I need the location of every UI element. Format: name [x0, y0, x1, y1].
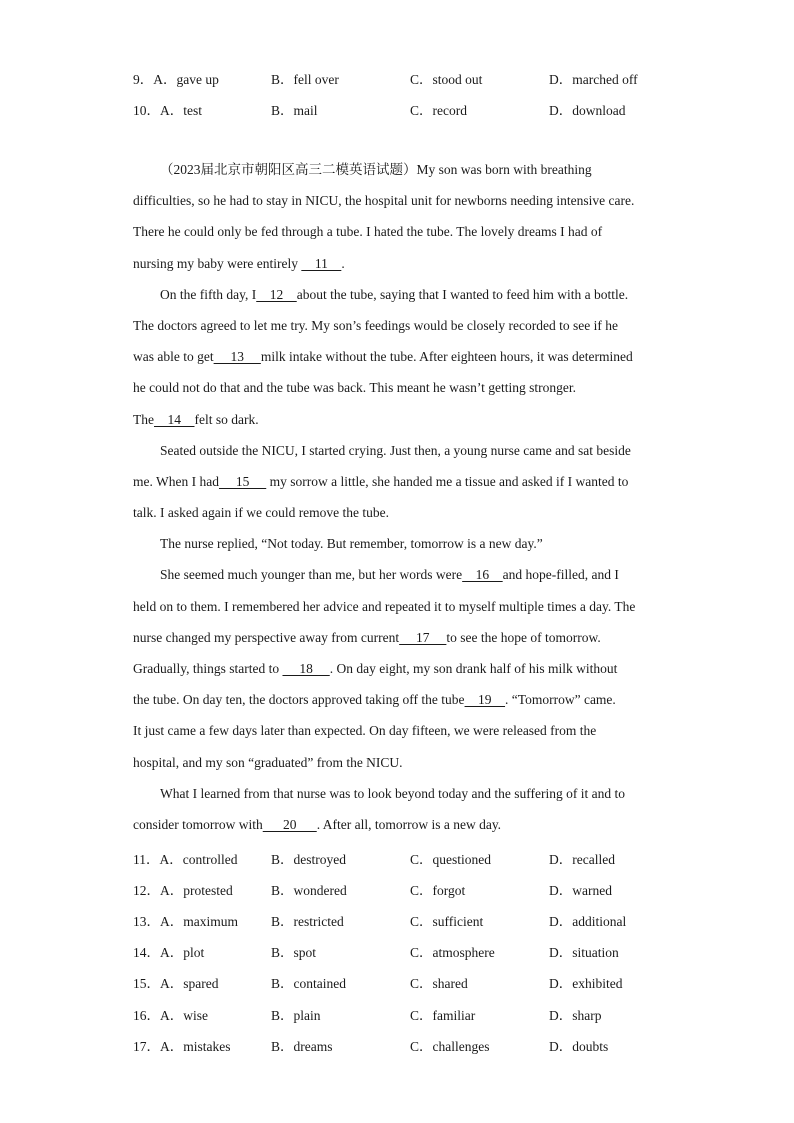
- passage-line: What I learned from that nurse was to look beyond today and the suffering of it and to: [160, 785, 625, 801]
- option-c: C．challenges: [410, 1039, 490, 1054]
- option-b: B．plain: [271, 1008, 321, 1023]
- passage-line: （2023届北京市朝阳区高三二模英语试题）My son was born with breathing: [160, 162, 592, 177]
- blank-13: 13: [213, 349, 261, 365]
- passage: [133, 154, 673, 840]
- option-a: 14．A．plot: [133, 945, 205, 960]
- blank-16: 16: [462, 567, 503, 583]
- question-11-options: [133, 848, 693, 868]
- option-c: C．questioned: [410, 852, 491, 867]
- question-17-options: [133, 1035, 693, 1055]
- passage-line: The nurse replied, “Not today. But remember, tomorrow is a new day.”: [160, 536, 543, 552]
- option-d: D．recalled: [549, 852, 615, 867]
- option-a: 17．A．mistakes: [133, 1039, 231, 1054]
- option-d: D．situation: [549, 945, 619, 960]
- question-13-options: [133, 910, 693, 930]
- passage-line: hospital, and my son “graduated” from the NICU.: [133, 754, 403, 770]
- option-b: B．dreams: [271, 1039, 333, 1054]
- option-c: C．shared: [410, 976, 468, 991]
- option-a: 13．A．maximum: [133, 914, 238, 929]
- passage-line: On the fifth day, I 12 about the tube, saying that I wanted to feed him with a bottle.: [160, 286, 629, 302]
- passage-line: nurse changed my perspective away from current 17 to see the hope of tomorrow.: [133, 629, 601, 645]
- option-b: B．fell over: [271, 72, 339, 87]
- passage-line: There he could only be fed through a tube. I hated the tube. The lovely dreams I had of: [133, 224, 603, 240]
- passage-line: Seated outside the NICU, I started crying. Just then, a young nurse came and sat beside: [160, 442, 631, 458]
- passage-line: was able to get 13 milk intake without the tube. After eighteen hours, it was determined: [133, 349, 633, 365]
- question-9-options: [133, 68, 693, 88]
- option-d: D．download: [549, 103, 626, 118]
- option-c: C．stood out: [410, 72, 483, 87]
- option-c: C．sufficient: [410, 914, 484, 929]
- blank-14: 14: [154, 411, 195, 427]
- passage-line: he could not do that and the tube was back. This meant he wasn’t getting stronger.: [133, 380, 577, 396]
- passage-source: （2023届北京市朝阳区高三二模英语试题）: [160, 162, 417, 177]
- option-d: D．doubts: [549, 1039, 609, 1054]
- passage-line: It just came a few days later than expected. On day fifteen, we were released from the: [133, 723, 597, 739]
- option-a: 15．A．spared: [133, 976, 219, 991]
- option-a: 16．A．wise: [133, 1008, 208, 1023]
- blank-19: 19: [464, 692, 506, 708]
- passage-line: talk. I asked again if we could remove the tube.: [133, 505, 390, 521]
- passage-line: She seemed much younger than me, but her words were 16 and hope-filled, and I: [160, 567, 619, 583]
- option-b: B．contained: [271, 976, 346, 991]
- option-c: C．record: [410, 103, 467, 118]
- passage-line: nursing my baby were entirely 11 .: [133, 255, 345, 271]
- passage-line: the tube. On day ten, the doctors approved taking off the tube 19 . “Tomorrow” came.: [133, 692, 616, 708]
- question-12-options: [133, 879, 693, 899]
- option-a: 9．A．gave up: [133, 72, 219, 87]
- blank-15: 15: [218, 473, 267, 489]
- option-b: B．restricted: [271, 914, 344, 929]
- passage-line: consider tomorrow with 20 . After all, tomorrow is a new day.: [133, 816, 502, 832]
- option-b: B．spot: [271, 945, 317, 960]
- option-d: D．exhibited: [549, 976, 623, 991]
- option-a: 12．A．protested: [133, 883, 233, 898]
- question-10-options: [133, 99, 693, 119]
- question-16-options: [133, 1004, 693, 1024]
- question-14-options: [133, 941, 693, 961]
- option-d: D．additional: [549, 914, 627, 929]
- option-b: B．mail: [271, 103, 318, 118]
- question-15-options: [133, 972, 693, 992]
- option-b: B．wondered: [271, 883, 347, 898]
- option-c: C．forgot: [410, 883, 466, 898]
- passage-line: difficulties, so he had to stay in NICU, the hospital unit for newborns needing intensive care.: [133, 193, 635, 209]
- blank-18: 18: [282, 661, 330, 676]
- option-d: D．marched off: [549, 72, 638, 87]
- blank-11: 11: [301, 255, 342, 271]
- option-d: D．sharp: [549, 1008, 602, 1023]
- passage-line: The 14 felt so dark.: [133, 411, 259, 427]
- passage-line: Gradually, things started to 18 . On day eight, my son drank half of his milk without: [133, 661, 618, 676]
- blank-20: 20: [262, 816, 317, 832]
- passage-line: held on to them. I remembered her advice and repeated it to myself multiple times a day. The: [133, 598, 636, 614]
- option-c: C．familiar: [410, 1008, 476, 1023]
- blank-12: 12: [256, 286, 297, 302]
- option-b: B．destroyed: [271, 852, 346, 867]
- option-a: 11．A．controlled: [133, 852, 238, 867]
- option-a: 10．A．test: [133, 103, 202, 118]
- option-d: D．warned: [549, 883, 612, 898]
- passage-line: The doctors agreed to let me try. My son’s feedings would be closely recorded to see if he: [133, 317, 618, 333]
- blank-17: 17: [399, 629, 447, 645]
- option-c: C．atmosphere: [410, 945, 495, 960]
- passage-line: me. When I had 15 my sorrow a little, she handed me a tissue and asked if I wanted to: [133, 473, 629, 489]
